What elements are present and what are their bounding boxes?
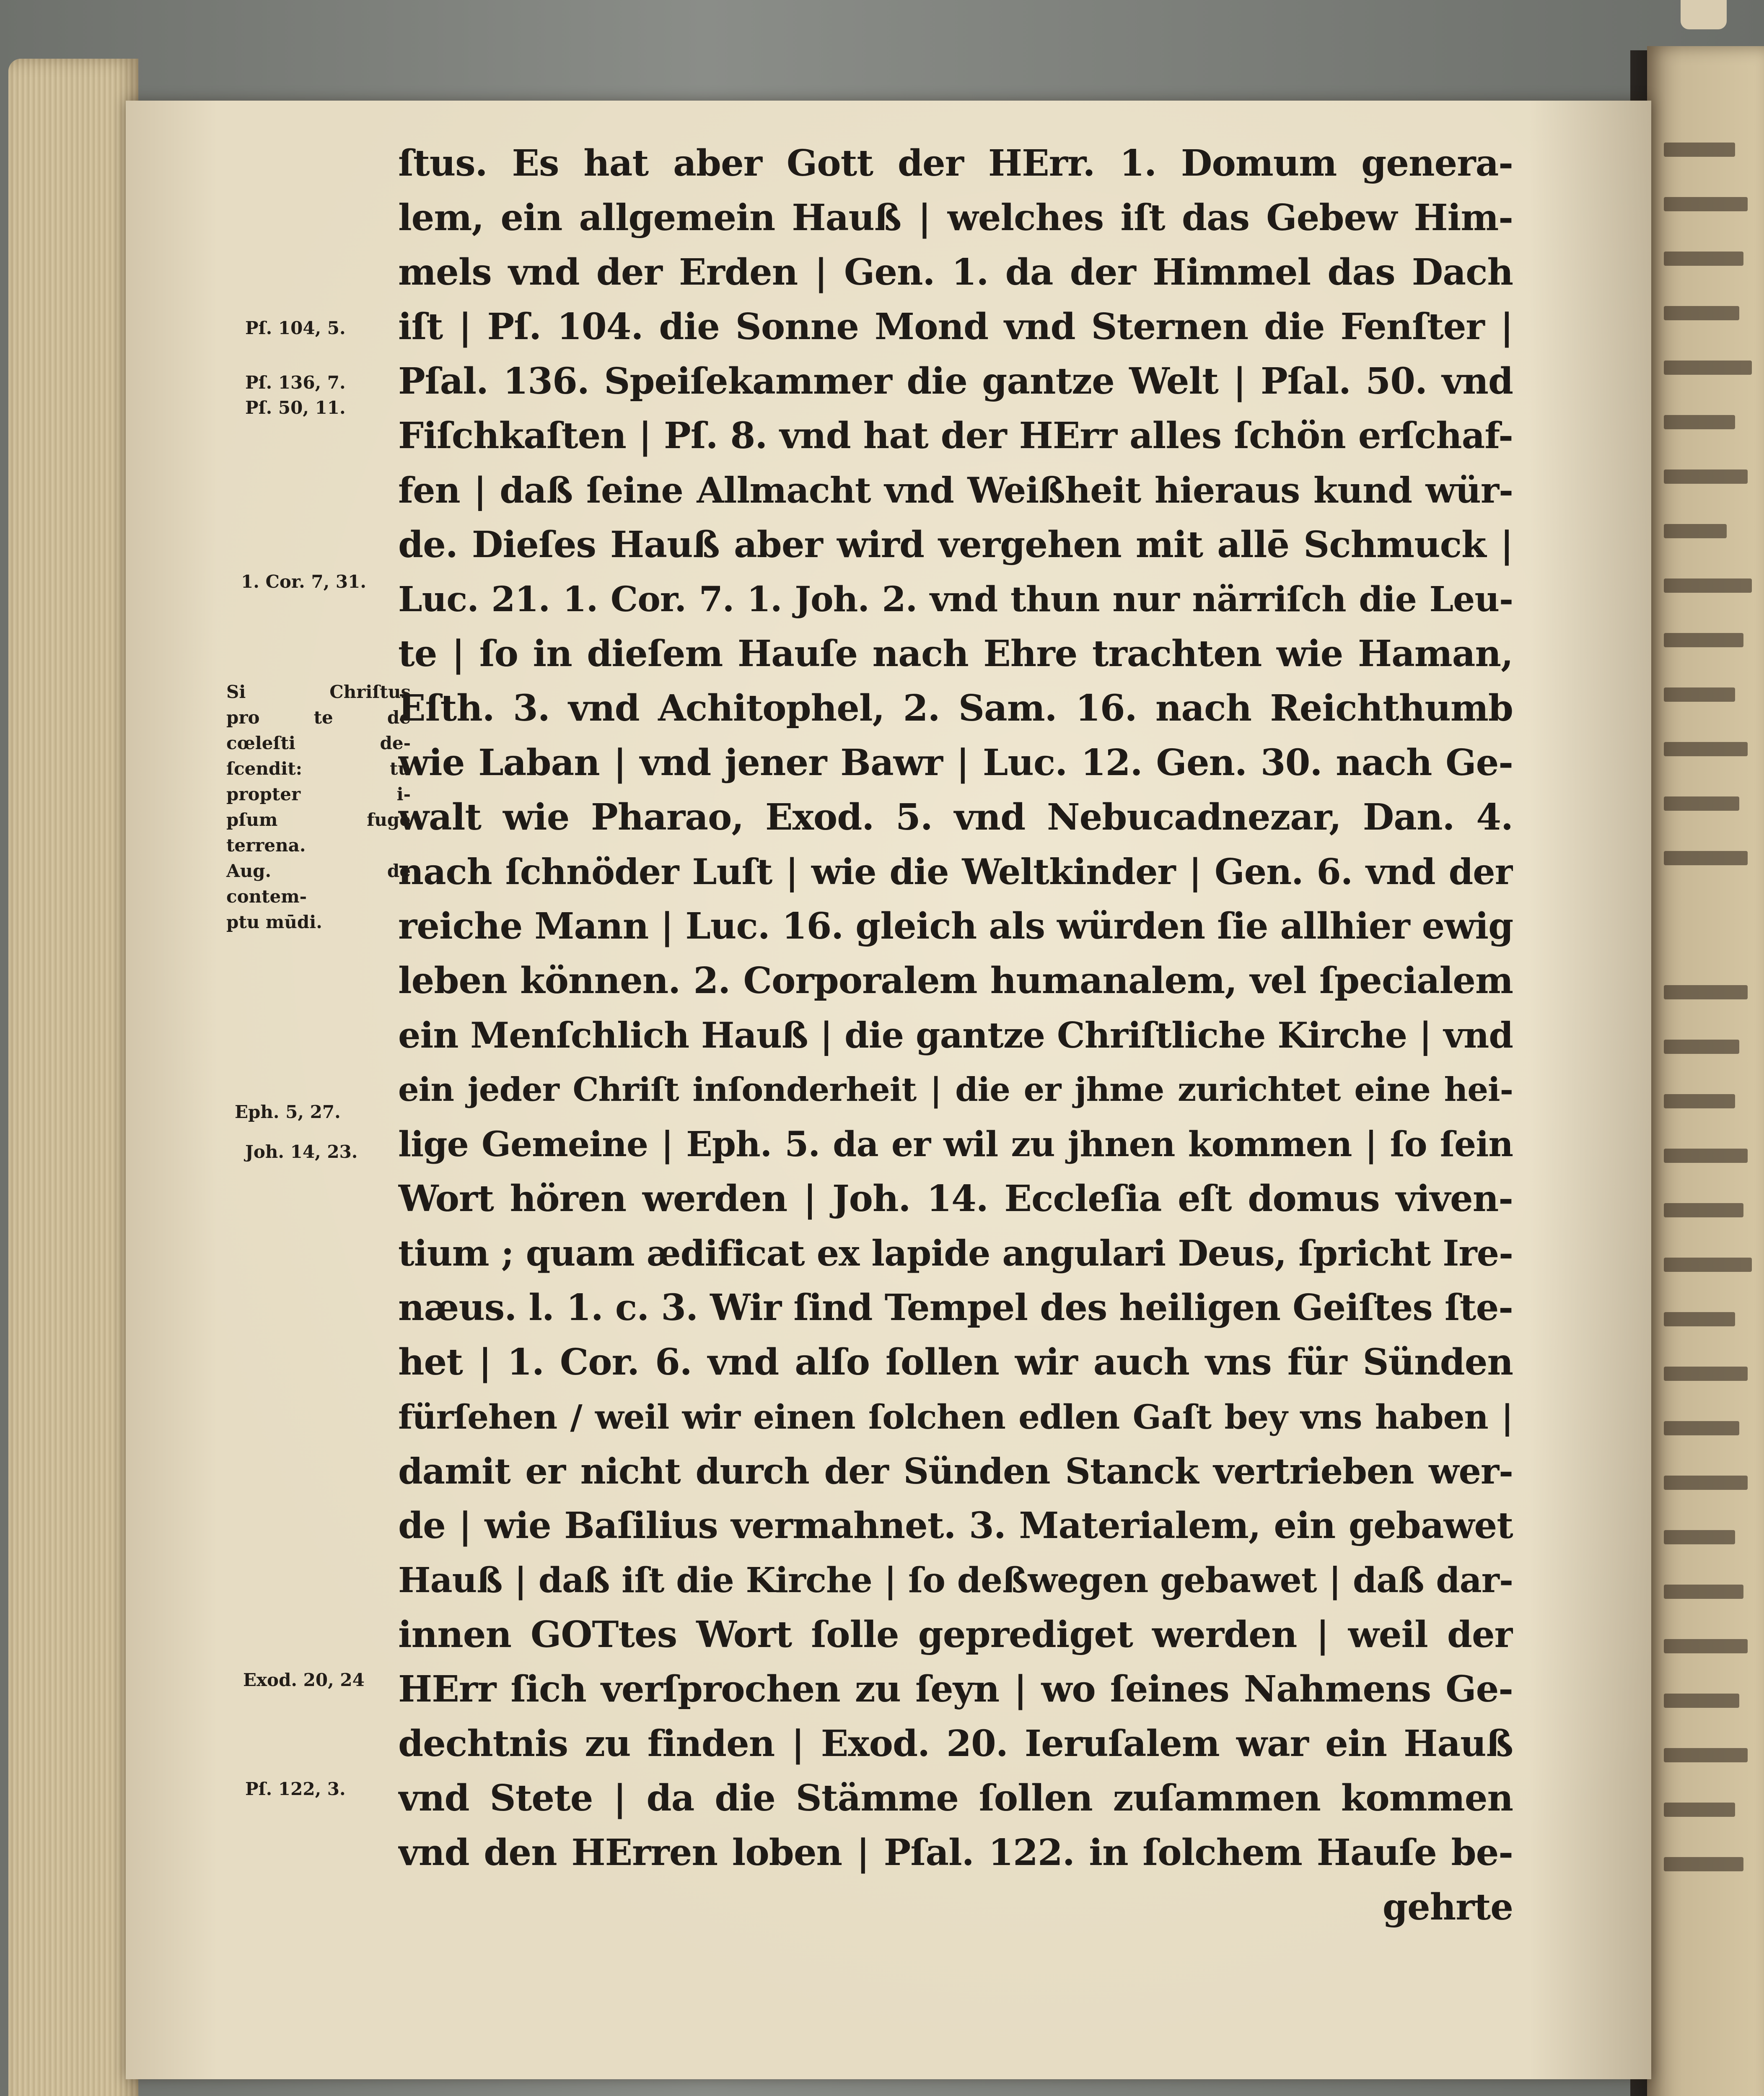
text-line: vnd Stete | da die Stämme ſollen zuſammen kommen <box>398 1777 1513 1819</box>
text-line: damit er nicht durch der Sünden Stanck vertrieben wer- <box>398 1450 1513 1492</box>
catchword: gehrte <box>1382 1886 1513 1928</box>
facing-text-fragment <box>1664 1421 1739 1435</box>
facing-text-fragment <box>1664 1367 1748 1381</box>
margin-note-eph5: Eph. 5, 27. <box>235 1102 341 1122</box>
text-line: Pſal. 136. Speiſekammer die gantze Welt | Pſal. 50. vnd <box>398 360 1513 402</box>
margin-note-line: terrena. <box>226 835 306 856</box>
text-line: mels vnd der Erden | Gen. 1. da der Himmel das Dach <box>398 251 1513 293</box>
text-line: ein jeder Chriſt inſonderheit | die er jhme zurichtet eine hei- <box>398 1071 1513 1109</box>
page-edges <box>8 59 138 2096</box>
text-line: de. Dieſes Hauß aber wird vergehen mit allē Schmuck | <box>398 524 1513 566</box>
facing-text-fragment <box>1664 1149 1748 1163</box>
facing-text-fragment <box>1664 687 1735 702</box>
facing-text-fragment <box>1664 143 1735 157</box>
facing-text-fragment <box>1664 1312 1735 1326</box>
text-line: walt wie Pharao, Exod. 5. vnd Nebucadnezar, Dan. 4. <box>398 796 1513 838</box>
facing-text-fragment <box>1664 1694 1739 1708</box>
text-line: iſt | Pſ. 104. die Sonne Mond vnd Sternen die Fenſter | <box>398 306 1513 348</box>
text-line: Wort hören werden | Joh. 14. Eccleſia eſt domus viven- <box>398 1178 1513 1220</box>
facing-text-fragment <box>1664 1639 1748 1653</box>
facing-text-fragment <box>1664 633 1743 647</box>
facing-text-fragment <box>1664 1094 1735 1108</box>
facing-text-fragment <box>1664 524 1727 538</box>
margin-note-line: pro te de <box>226 707 411 728</box>
facing-text-fragment <box>1664 1258 1752 1272</box>
text-line: Luc. 21. 1. Cor. 7. 1. Joh. 2. vnd thun nur närriſch die Leu- <box>398 579 1513 620</box>
text-line: Eſth. 3. vnd Achitophel, 2. Sam. 16. nach Reichthumb <box>398 687 1513 729</box>
facing-text-fragment <box>1664 306 1739 320</box>
facing-text-fragment <box>1664 252 1743 266</box>
facing-text-fragment <box>1664 851 1748 865</box>
margin-note-ps122: Pſ. 122, 3. <box>245 1779 346 1799</box>
facing-text-fragment <box>1664 1203 1743 1217</box>
text-line: fürſehen / weil wir einen ſolchen edlen Gaſt bey vns haben | <box>398 1397 1513 1437</box>
facing-text-fragment <box>1664 1748 1748 1762</box>
margin-note-line: cœleſti de- <box>226 733 411 753</box>
text-line: Fiſchkaſten | Pſ. 8. vnd hat der HErr alles ſchön erſchaf- <box>398 415 1513 457</box>
facing-text-fragment <box>1664 796 1739 811</box>
margin-note-line: contem- <box>226 886 307 907</box>
facing-text-fragment <box>1664 361 1752 375</box>
facing-text-fragment <box>1664 1803 1735 1817</box>
facing-text-fragment <box>1664 742 1748 756</box>
text-line: tium ; quam ædificat ex lapide angulari Deus, ſpricht Ire- <box>398 1232 1513 1274</box>
text-line: Hauß | daß iſt die Kirche | ſo deßwegen gebawet | daß dar- <box>398 1560 1513 1601</box>
facing-text-fragment <box>1664 1476 1748 1490</box>
margin-note-line: Aug. de <box>226 861 411 881</box>
margin-note-ps136: Pſ. 136, 7. <box>245 372 346 393</box>
margin-note-exod20: Exod. 20, 24 <box>243 1670 365 1690</box>
text-line: lige Gemeine | Eph. 5. da er wil zu jhnen kommen | ſo ſein <box>398 1124 1513 1165</box>
text-line: fen | daß ſeine Allmacht vnd Weißheit hieraus kund wür- <box>398 470 1513 511</box>
margin-note-ps50: Pſ. 50, 11. <box>245 397 346 418</box>
ribbon-tab <box>1681 0 1727 29</box>
facing-text-fragment <box>1664 470 1748 484</box>
facing-text-fragment <box>1664 578 1752 593</box>
facing-text-fragment <box>1664 197 1748 211</box>
facing-text-fragment <box>1664 1530 1735 1544</box>
text-line: HErr ſich verſprochen zu ſeyn | wo ſeines Nahmens Ge- <box>398 1668 1513 1710</box>
margin-note-joh14: Joh. 14, 23. <box>245 1141 358 1162</box>
text-line: wie Laban | vnd jener Bawr | Luc. 12. Gen. 30. nach Ge- <box>398 742 1513 784</box>
text-line: leben können. 2. Corporalem humanalem, vel ſpecialem <box>398 960 1513 1002</box>
text-line: lem, ein allgemein Hauß | welches iſt das Gebew Him- <box>398 197 1513 239</box>
text-line: het | 1. Cor. 6. vnd alſo ſollen wir auch vns für Sünden <box>398 1341 1513 1383</box>
text-line: dechtnis zu finden | Exod. 20. Ieruſalem war ein Hauß <box>398 1722 1513 1765</box>
text-line: de | wie Baſilius vermahnet. 3. Materialem, ein gebawet <box>398 1505 1513 1547</box>
margin-note-ps104: Pſ. 104, 5. <box>245 318 346 338</box>
margin-note-line: propter i- <box>226 784 411 804</box>
margin-note-augustine <box>226 679 411 935</box>
facing-text-fragment <box>1664 415 1735 429</box>
text-line: næus. l. 1. c. 3. Wir ſind Tempel des heiligen Geiſtes ſte- <box>398 1287 1513 1329</box>
text-line: te | ſo in dieſem Hauſe nach Ehre trachten wie Haman, <box>398 633 1513 675</box>
facing-page <box>1647 46 1764 2096</box>
margin-note-line: pſum fuge <box>226 809 411 830</box>
facing-text-fragment <box>1664 1585 1743 1599</box>
text-line: nach ſchnöder Luſt | wie die Weltkinder | Gen. 6. vnd der <box>398 851 1513 892</box>
facing-text-fragment <box>1664 1857 1743 1871</box>
text-line: vnd den HErren loben | Pſal. 122. in ſolchem Hauſe be- <box>398 1831 1513 1874</box>
facing-text-fragment <box>1664 1040 1739 1054</box>
margin-note-line: Si Chriſtus <box>226 682 411 702</box>
text-line: innen GOTtes Wort ſolle geprediget werden | weil der <box>398 1614 1513 1656</box>
margin-note-line: ſcendit: tu <box>226 758 411 779</box>
margin-note-line: ptu mūdi. <box>226 912 322 932</box>
text-line: reiche Mann | Luc. 16. gleich als würden ſie allhier ewig <box>398 905 1513 947</box>
text-line: ſtus. Es hat aber Gott der HErr. 1. Domum genera- <box>398 142 1513 184</box>
facing-text-fragment <box>1664 985 1748 999</box>
margin-note-cor7: 1. Cor. 7, 31. <box>241 571 366 592</box>
text-line: ein Menſchlich Hauß | die gantze Chriſtliche Kirche | vnd <box>398 1014 1513 1056</box>
